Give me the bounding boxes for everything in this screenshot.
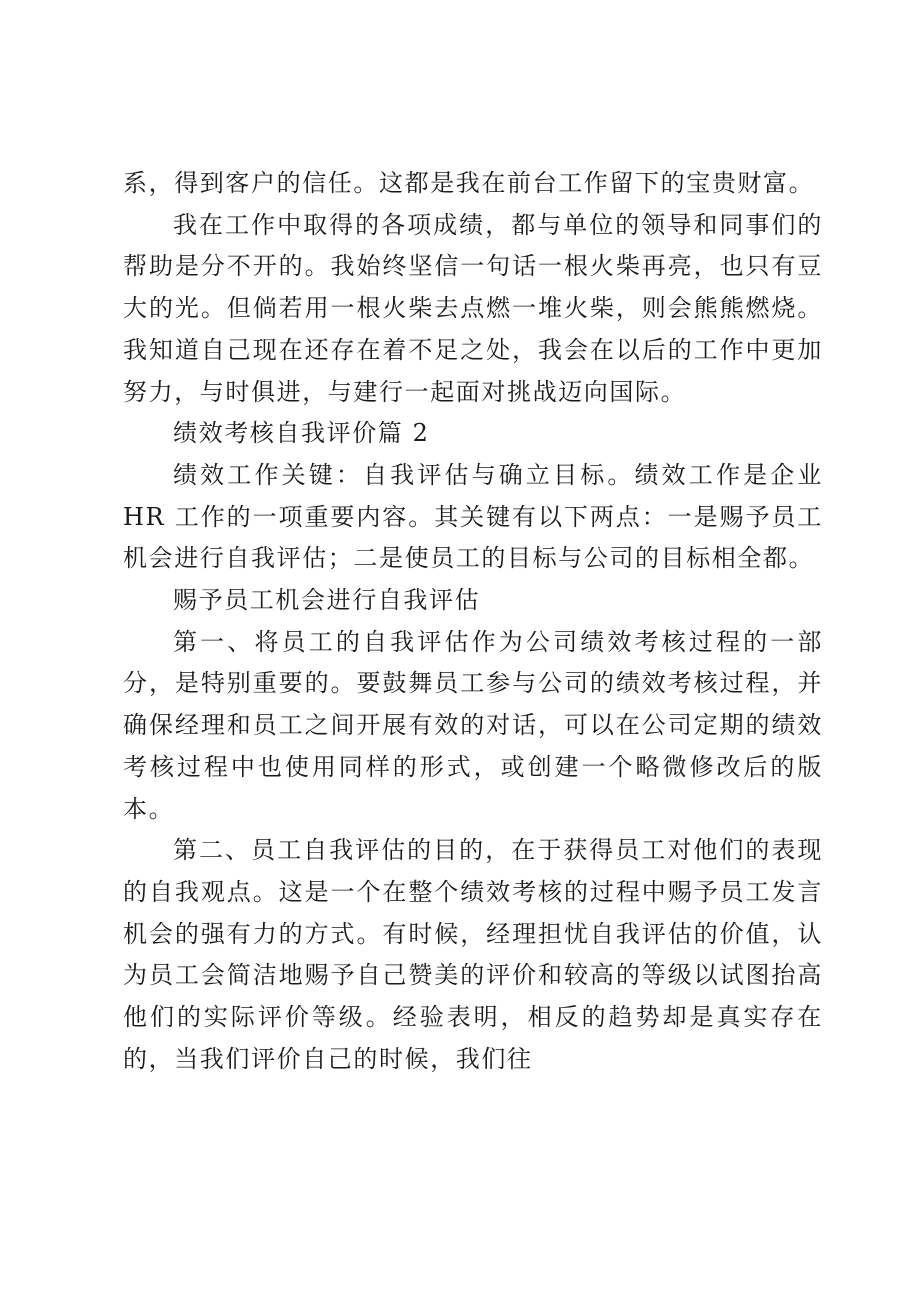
section-heading-part-2: 绩效考核自我评价篇 2 (173, 419, 430, 448)
document-body (123, 163, 823, 1080)
paragraph-first-point: 第一、将员工的自我评估作为公司绩效考核过程的一部分，是特别重要的。要鼓舞员工参与公司的绩效考核过程，并确保经理和员工之间开展有效的对话，可以在公司定期的绩效考核过程中也使用同样的形式，或创建一个略微修改后的版本。 (123, 627, 823, 823)
subheading-self-assessment: 赐予员工机会进行自我评估 (173, 586, 481, 615)
paragraph-second-point: 第二、员工自我评估的目的，在于获得员工对他们的表现的自我观点。这是一个在整个绩效考核的过程中赐予员工发言机会的强有力的方式。有时候，经理担忧自我评估的价值，认为员工会简洁地赐予自己赞美的评价和较高的等级以试图抬高他们的实际评价等级。经验表明，相反的趋势却是真实存在的，当我们评价自己的时候，我们往 (123, 836, 823, 1073)
paragraph-continuation: 系，得到客户的信任。这都是我在前台工作留下的宝贵财富。 (123, 169, 815, 197)
paragraph-achievements: 我在工作中取得的各项成绩，都与单位的领导和同事们的帮助是分不开的。我始终坚信一句话一根火柴再亮，也只有豆大的光。但倘若用一根火柴去点燃一堆火柴，则会熊熊燃烧。我知道自己现在还存在着不足之处，我会在以后的工作中更加努力，与时俱进，与建行一起面对挑战迈向国际。 (123, 210, 823, 406)
paragraph-performance-key: 绩效工作关键：自我评估与确立目标。绩效工作是企业 HR 工作的一项重要内容。其关键有以下两点：一是赐予员工机会进行自我评估；二是使员工的目标与公司的目标相全都。 (123, 460, 823, 573)
